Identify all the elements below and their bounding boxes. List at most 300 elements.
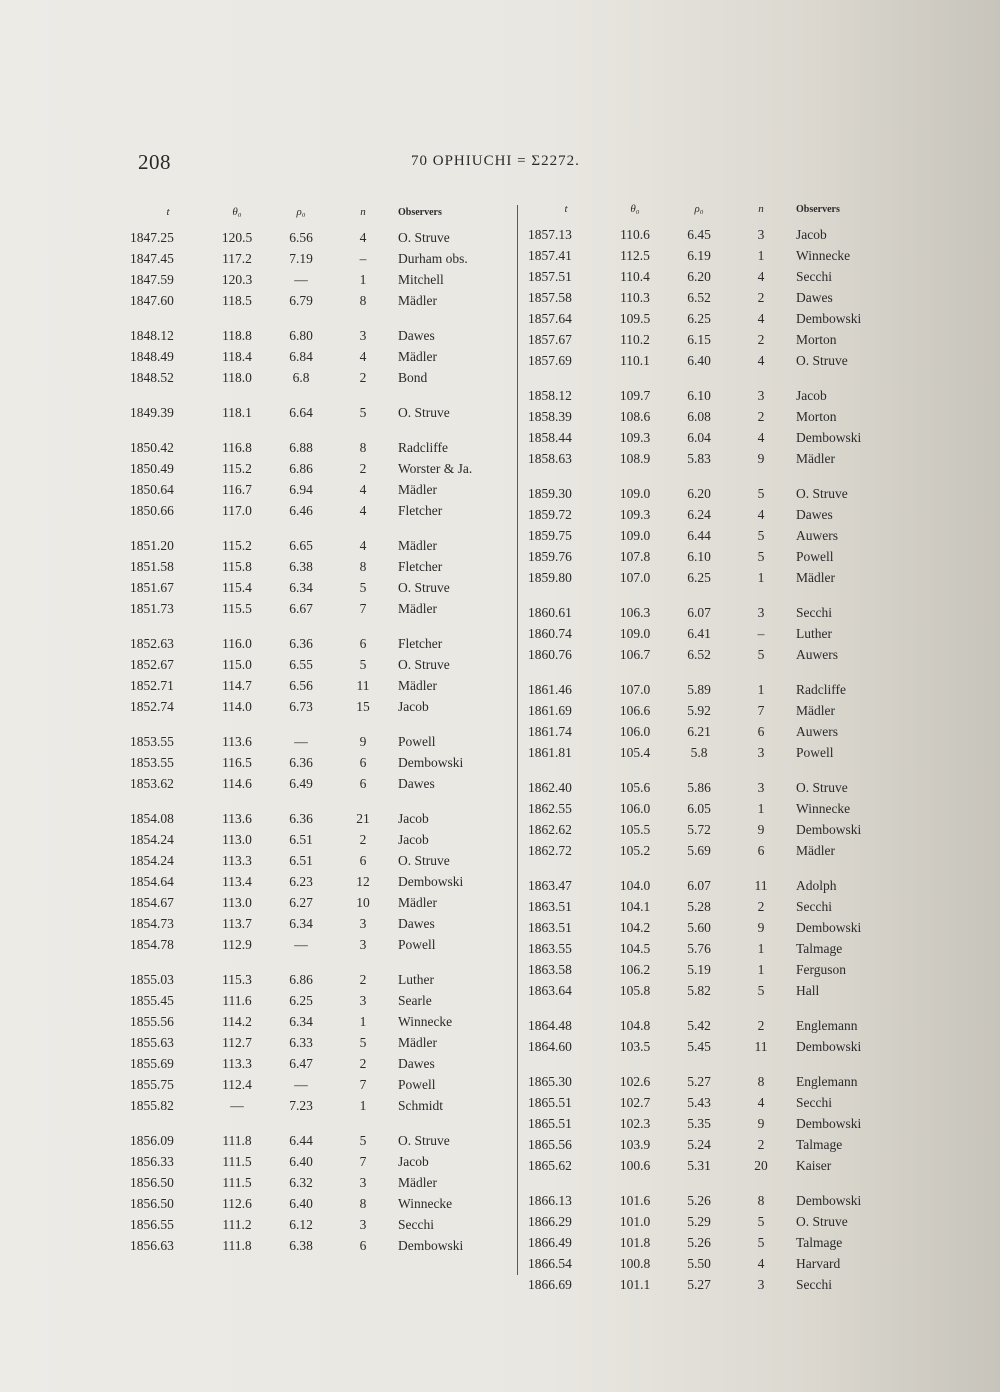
observation-group bbox=[130, 402, 510, 423]
nights-cell: 4 bbox=[757, 506, 765, 522]
nights-cell: 7 bbox=[757, 702, 765, 718]
angle-cell: 110.1 bbox=[620, 352, 650, 368]
table-row bbox=[130, 913, 510, 934]
distance-cell: 6.65 bbox=[289, 537, 313, 553]
header-theta: θ₀ bbox=[232, 206, 242, 218]
nights-cell: 9 bbox=[757, 450, 765, 466]
epoch-cell: 1862.62 bbox=[528, 821, 572, 837]
table-row bbox=[130, 1053, 510, 1074]
table-row bbox=[528, 287, 908, 308]
distance-cell: 5.83 bbox=[687, 450, 711, 466]
angle-cell: 110.4 bbox=[620, 268, 650, 284]
column-divider bbox=[517, 205, 518, 1275]
angle-cell: 116.8 bbox=[222, 439, 252, 455]
distance-cell: 5.43 bbox=[687, 1094, 711, 1110]
distance-cell: 6.25 bbox=[687, 310, 711, 326]
distance-cell: 6.23 bbox=[289, 873, 313, 889]
angle-cell: 118.0 bbox=[222, 369, 252, 385]
header-t: t bbox=[564, 203, 568, 215]
table-row bbox=[528, 350, 908, 371]
observer-cell: Schmidt bbox=[398, 1097, 444, 1113]
observer-cell: Dawes bbox=[398, 327, 435, 343]
header-rho: ρ₀ bbox=[694, 203, 704, 215]
angle-cell: 104.2 bbox=[619, 919, 651, 935]
epoch-cell: 1852.74 bbox=[130, 698, 174, 714]
epoch-cell: 1856.50 bbox=[130, 1195, 174, 1211]
table-row bbox=[528, 875, 908, 896]
table-row bbox=[130, 269, 510, 290]
nights-cell: 4 bbox=[757, 310, 765, 326]
nights-cell: 9 bbox=[757, 919, 765, 935]
nights-cell: 1 bbox=[359, 271, 367, 287]
epoch-cell: 1863.47 bbox=[528, 877, 572, 893]
observer-cell: Winnecke bbox=[796, 800, 851, 816]
table-row bbox=[528, 980, 908, 1001]
observer-cell: Secchi bbox=[796, 268, 832, 284]
observer-cell: Jacob bbox=[398, 1153, 429, 1169]
observer-cell: O. Struve bbox=[398, 404, 450, 420]
epoch-cell: 1857.64 bbox=[528, 310, 572, 326]
table-row bbox=[528, 504, 908, 525]
observation-group bbox=[130, 633, 510, 717]
observer-cell: Kaiser bbox=[796, 1157, 832, 1173]
epoch-cell: 1860.76 bbox=[528, 646, 572, 662]
angle-cell: 114.7 bbox=[222, 677, 252, 693]
angle-cell: 104.0 bbox=[619, 877, 651, 893]
observer-cell: O. Struve bbox=[398, 1132, 450, 1148]
nights-cell: 3 bbox=[359, 915, 367, 931]
nights-cell: 3 bbox=[757, 226, 765, 242]
nights-cell: 5 bbox=[757, 1213, 765, 1229]
observation-group bbox=[130, 325, 510, 388]
observer-cell: Talmage bbox=[796, 1234, 843, 1250]
epoch-cell: 1853.55 bbox=[130, 733, 174, 749]
epoch-cell: 1860.61 bbox=[528, 604, 572, 620]
angle-cell: 113.0 bbox=[222, 894, 252, 910]
distance-cell: 6.56 bbox=[289, 229, 313, 245]
right-table bbox=[528, 200, 908, 1309]
observer-cell: Powell bbox=[398, 733, 436, 749]
table-row bbox=[528, 406, 908, 427]
table-row bbox=[130, 808, 510, 829]
observer-cell: Dawes bbox=[796, 289, 833, 305]
epoch-cell: 1857.67 bbox=[528, 331, 572, 347]
angle-cell: 115.2 bbox=[222, 460, 252, 476]
nights-cell: 6 bbox=[359, 1237, 367, 1253]
distance-cell: 6.10 bbox=[687, 548, 711, 564]
distance-cell: 6.45 bbox=[687, 226, 711, 242]
observer-cell: Mädler bbox=[398, 1174, 437, 1190]
nights-cell: 3 bbox=[359, 936, 367, 952]
table-row bbox=[528, 777, 908, 798]
angle-cell: 116.0 bbox=[222, 635, 252, 651]
angle-cell: 110.3 bbox=[620, 289, 650, 305]
epoch-cell: 1859.30 bbox=[528, 485, 572, 501]
distance-cell: 6.44 bbox=[687, 527, 711, 543]
nights-cell: 1 bbox=[359, 1013, 367, 1029]
angle-cell: 115.0 bbox=[222, 656, 252, 672]
angle-cell: 106.2 bbox=[619, 961, 651, 977]
table-row bbox=[130, 1193, 510, 1214]
distance-cell: 6.12 bbox=[289, 1216, 313, 1232]
distance-cell: 6.49 bbox=[289, 775, 313, 791]
angle-cell: 118.8 bbox=[222, 327, 252, 343]
table-row bbox=[130, 829, 510, 850]
distance-cell: 6.44 bbox=[289, 1132, 313, 1148]
angle-cell: 110.2 bbox=[620, 331, 650, 347]
angle-cell: 109.5 bbox=[619, 310, 651, 326]
nights-cell: 8 bbox=[359, 439, 367, 455]
nights-cell: 4 bbox=[359, 502, 367, 518]
observer-cell: Fletcher bbox=[398, 635, 443, 651]
angle-cell: 102.3 bbox=[619, 1115, 651, 1131]
angle-cell: 106.3 bbox=[619, 604, 651, 620]
distance-cell: 5.82 bbox=[687, 982, 711, 998]
left-table-header bbox=[130, 203, 510, 221]
angle-cell: 102.7 bbox=[619, 1094, 651, 1110]
distance-cell: 6.08 bbox=[687, 408, 711, 424]
nights-cell: 4 bbox=[757, 352, 765, 368]
angle-cell: 108.9 bbox=[619, 450, 651, 466]
epoch-cell: 1855.82 bbox=[130, 1097, 174, 1113]
distance-cell: 5.72 bbox=[687, 821, 711, 837]
nights-cell: 9 bbox=[757, 821, 765, 837]
epoch-cell: 1865.51 bbox=[528, 1115, 572, 1131]
observer-cell: Secchi bbox=[796, 898, 832, 914]
table-row bbox=[528, 427, 908, 448]
observer-cell: Dawes bbox=[398, 915, 435, 931]
table-row bbox=[130, 248, 510, 269]
angle-cell: 103.5 bbox=[619, 1038, 651, 1054]
angle-cell: 109.0 bbox=[619, 625, 651, 641]
epoch-cell: 1866.54 bbox=[528, 1255, 572, 1271]
nights-cell: 2 bbox=[757, 289, 765, 305]
nights-cell: 2 bbox=[757, 408, 765, 424]
observer-cell: Powell bbox=[398, 1076, 436, 1092]
distance-cell: 5.31 bbox=[687, 1157, 711, 1173]
observer-cell: Mädler bbox=[398, 677, 437, 693]
distance-cell: 5.28 bbox=[687, 898, 711, 914]
observer-cell: Ferguson bbox=[796, 961, 847, 977]
angle-cell: — bbox=[230, 1097, 244, 1113]
distance-cell: 6.34 bbox=[289, 915, 313, 931]
epoch-cell: 1855.69 bbox=[130, 1055, 174, 1071]
table-row bbox=[528, 1092, 908, 1113]
nights-cell: 4 bbox=[757, 1094, 765, 1110]
distance-cell: 5.19 bbox=[687, 961, 711, 977]
epoch-cell: 1866.49 bbox=[528, 1234, 572, 1250]
distance-cell: 5.86 bbox=[687, 779, 711, 795]
distance-cell: 6.27 bbox=[289, 894, 313, 910]
observer-cell: Auwers bbox=[796, 723, 838, 739]
table-row bbox=[130, 402, 510, 423]
table-row bbox=[528, 840, 908, 861]
distance-cell: 6.41 bbox=[687, 625, 711, 641]
distance-cell: 6.10 bbox=[687, 387, 711, 403]
distance-cell: 5.76 bbox=[687, 940, 711, 956]
distance-cell: 6.24 bbox=[687, 506, 711, 522]
table-row bbox=[130, 773, 510, 794]
nights-cell: 5 bbox=[757, 982, 765, 998]
epoch-cell: 1856.63 bbox=[130, 1237, 174, 1253]
distance-cell: 6.05 bbox=[687, 800, 711, 816]
distance-cell: 5.24 bbox=[687, 1136, 711, 1152]
epoch-cell: 1855.75 bbox=[130, 1076, 174, 1092]
table-row bbox=[528, 329, 908, 350]
epoch-cell: 1858.39 bbox=[528, 408, 572, 424]
epoch-cell: 1851.20 bbox=[130, 537, 174, 553]
angle-cell: 105.8 bbox=[619, 982, 651, 998]
observer-cell: Dembowski bbox=[796, 1038, 862, 1054]
table-row bbox=[528, 938, 908, 959]
table-row bbox=[130, 731, 510, 752]
distance-cell: 6.8 bbox=[292, 369, 310, 385]
angle-cell: 101.8 bbox=[619, 1234, 651, 1250]
left-table bbox=[130, 203, 510, 1270]
table-row bbox=[528, 602, 908, 623]
angle-cell: 118.4 bbox=[222, 348, 252, 364]
observation-group bbox=[130, 731, 510, 794]
nights-cell: 5 bbox=[359, 1034, 367, 1050]
distance-cell: 6.20 bbox=[687, 268, 711, 284]
angle-cell: 105.4 bbox=[619, 744, 651, 760]
angle-cell: 111.5 bbox=[222, 1153, 252, 1169]
observation-group bbox=[528, 875, 908, 1001]
nights-cell: 1 bbox=[359, 1097, 367, 1113]
table-row bbox=[130, 290, 510, 311]
observer-cell: Dawes bbox=[398, 775, 435, 791]
epoch-cell: 1847.45 bbox=[130, 250, 174, 266]
observer-cell: Mädler bbox=[398, 1034, 437, 1050]
epoch-cell: 1850.42 bbox=[130, 439, 174, 455]
angle-cell: 113.7 bbox=[222, 915, 252, 931]
observer-cell: Dembowski bbox=[796, 1192, 862, 1208]
epoch-cell: 1851.58 bbox=[130, 558, 174, 574]
header-observers: Observers bbox=[796, 203, 840, 215]
observation-group bbox=[528, 1190, 908, 1295]
nights-cell: 15 bbox=[356, 698, 370, 714]
nights-cell: 3 bbox=[359, 1174, 367, 1190]
distance-cell: 6.86 bbox=[289, 971, 313, 987]
table-row bbox=[528, 1015, 908, 1036]
nights-cell: 5 bbox=[359, 404, 367, 420]
nights-cell: 4 bbox=[359, 229, 367, 245]
distance-cell: 5.92 bbox=[687, 702, 711, 718]
observation-group bbox=[130, 808, 510, 955]
observer-cell: Secchi bbox=[796, 1276, 832, 1292]
distance-cell: 6.94 bbox=[289, 481, 313, 497]
epoch-cell: 1848.52 bbox=[130, 369, 174, 385]
observer-cell: O. Struve bbox=[796, 352, 848, 368]
table-row bbox=[130, 577, 510, 598]
nights-cell: 2 bbox=[757, 331, 765, 347]
nights-cell: 3 bbox=[757, 779, 765, 795]
header-theta: θ₀ bbox=[630, 203, 640, 215]
observer-cell: Talmage bbox=[796, 940, 843, 956]
nights-cell: 2 bbox=[757, 898, 765, 914]
observer-cell: Durham obs. bbox=[398, 250, 468, 266]
angle-cell: 117.0 bbox=[222, 502, 252, 518]
angle-cell: 114.6 bbox=[222, 775, 252, 791]
epoch-cell: 1848.49 bbox=[130, 348, 174, 364]
epoch-cell: 1861.69 bbox=[528, 702, 572, 718]
nights-cell: 2 bbox=[757, 1136, 765, 1152]
observer-cell: Jacob bbox=[796, 387, 827, 403]
angle-cell: 109.3 bbox=[619, 429, 651, 445]
angle-cell: 106.6 bbox=[619, 702, 651, 718]
distance-cell: 6.64 bbox=[289, 404, 313, 420]
distance-cell: 5.26 bbox=[687, 1192, 711, 1208]
distance-cell: 5.50 bbox=[687, 1255, 711, 1271]
epoch-cell: 1859.75 bbox=[528, 527, 572, 543]
epoch-cell: 1856.09 bbox=[130, 1132, 174, 1148]
table-row bbox=[528, 819, 908, 840]
table-row bbox=[130, 598, 510, 619]
observation-group bbox=[130, 969, 510, 1116]
angle-cell: 101.1 bbox=[619, 1276, 651, 1292]
angle-cell: 114.0 bbox=[222, 698, 252, 714]
epoch-cell: 1854.78 bbox=[130, 936, 174, 952]
epoch-cell: 1859.76 bbox=[528, 548, 572, 564]
angle-cell: 111.6 bbox=[222, 992, 252, 1008]
distance-cell: 6.07 bbox=[687, 604, 711, 620]
epoch-cell: 1852.63 bbox=[130, 635, 174, 651]
angle-cell: 112.9 bbox=[222, 936, 252, 952]
epoch-cell: 1863.64 bbox=[528, 982, 572, 998]
table-row bbox=[528, 679, 908, 700]
distance-cell: 5.27 bbox=[687, 1276, 711, 1292]
observer-cell: Mädler bbox=[796, 569, 835, 585]
table-row bbox=[130, 500, 510, 521]
table-row bbox=[528, 1274, 908, 1295]
header-n: n bbox=[758, 203, 764, 215]
angle-cell: 109.7 bbox=[619, 387, 651, 403]
distance-cell: 5.60 bbox=[687, 919, 711, 935]
observer-cell: Mädler bbox=[398, 292, 437, 308]
distance-cell: 6.40 bbox=[289, 1195, 313, 1211]
nights-cell: 9 bbox=[757, 1115, 765, 1131]
angle-cell: 100.6 bbox=[619, 1157, 651, 1173]
table-row bbox=[130, 696, 510, 717]
nights-cell: 2 bbox=[359, 831, 367, 847]
observer-cell: Mitchell bbox=[398, 271, 444, 287]
distance-cell: 6.80 bbox=[289, 327, 313, 343]
observation-group bbox=[528, 224, 908, 371]
table-row bbox=[528, 1113, 908, 1134]
distance-cell: 5.42 bbox=[687, 1017, 711, 1033]
nights-cell: 4 bbox=[757, 1255, 765, 1271]
angle-cell: 116.5 bbox=[222, 754, 252, 770]
table-row bbox=[130, 346, 510, 367]
nights-cell: 6 bbox=[359, 754, 367, 770]
epoch-cell: 1854.64 bbox=[130, 873, 174, 889]
table-row bbox=[528, 1071, 908, 1092]
table-row bbox=[130, 1095, 510, 1116]
table-row bbox=[130, 535, 510, 556]
table-row bbox=[130, 752, 510, 773]
table-row bbox=[130, 458, 510, 479]
table-row bbox=[528, 525, 908, 546]
nights-cell: 4 bbox=[359, 481, 367, 497]
observer-cell: Mädler bbox=[398, 348, 437, 364]
observer-cell: Dembowski bbox=[796, 919, 862, 935]
epoch-cell: 1862.55 bbox=[528, 800, 572, 816]
page-number: 208 bbox=[138, 150, 171, 174]
epoch-cell: 1849.39 bbox=[130, 404, 174, 420]
epoch-cell: 1847.60 bbox=[130, 292, 174, 308]
right-table-body bbox=[528, 224, 908, 1295]
header-observers: Observers bbox=[398, 206, 442, 218]
angle-cell: 106.7 bbox=[619, 646, 651, 662]
observer-cell: Radcliffe bbox=[398, 439, 448, 455]
angle-cell: 115.3 bbox=[222, 971, 252, 987]
angle-cell: 104.1 bbox=[619, 898, 651, 914]
distance-cell: 5.8 bbox=[690, 744, 708, 760]
observer-cell: Jacob bbox=[398, 810, 429, 826]
observation-group bbox=[528, 385, 908, 469]
nights-cell: – bbox=[757, 625, 765, 641]
angle-cell: 114.2 bbox=[222, 1013, 252, 1029]
table-row bbox=[130, 1214, 510, 1235]
epoch-cell: 1861.81 bbox=[528, 744, 572, 760]
nights-cell: 1 bbox=[757, 940, 765, 956]
distance-cell: 6.56 bbox=[289, 677, 313, 693]
epoch-cell: 1853.55 bbox=[130, 754, 174, 770]
table-row bbox=[130, 990, 510, 1011]
table-row bbox=[130, 1011, 510, 1032]
observer-cell: Bond bbox=[398, 369, 428, 385]
table-row bbox=[528, 644, 908, 665]
observer-cell: Searle bbox=[398, 992, 432, 1008]
angle-cell: 115.5 bbox=[222, 600, 252, 616]
epoch-cell: 1863.51 bbox=[528, 898, 572, 914]
nights-cell: 5 bbox=[359, 579, 367, 595]
epoch-cell: 1865.62 bbox=[528, 1157, 572, 1173]
angle-cell: 112.7 bbox=[222, 1034, 252, 1050]
epoch-cell: 1847.25 bbox=[130, 229, 174, 245]
observer-cell: O. Struve bbox=[796, 485, 848, 501]
observer-cell: Mädler bbox=[796, 702, 835, 718]
angle-cell: 117.2 bbox=[222, 250, 252, 266]
observer-cell: Talmage bbox=[796, 1136, 843, 1152]
nights-cell: 3 bbox=[757, 387, 765, 403]
observer-cell: Winnecke bbox=[398, 1195, 453, 1211]
observer-cell: Jacob bbox=[796, 226, 827, 242]
table-row bbox=[130, 479, 510, 500]
distance-cell: 6.32 bbox=[289, 1174, 313, 1190]
distance-cell: 6.19 bbox=[687, 247, 711, 263]
left-table-body bbox=[130, 227, 510, 1256]
table-row bbox=[130, 1032, 510, 1053]
table-row bbox=[130, 1074, 510, 1095]
observer-cell: O. Struve bbox=[398, 229, 450, 245]
observer-cell: Dembowski bbox=[796, 1115, 862, 1131]
distance-cell: 6.51 bbox=[289, 831, 313, 847]
distance-cell: 6.15 bbox=[687, 331, 711, 347]
distance-cell: 6.52 bbox=[687, 646, 711, 662]
epoch-cell: 1862.72 bbox=[528, 842, 572, 858]
angle-cell: 118.5 bbox=[222, 292, 252, 308]
observation-group bbox=[528, 1015, 908, 1057]
epoch-cell: 1858.44 bbox=[528, 429, 572, 445]
epoch-cell: 1855.03 bbox=[130, 971, 174, 987]
angle-cell: 111.8 bbox=[222, 1237, 252, 1253]
nights-cell: 5 bbox=[359, 656, 367, 672]
nights-cell: 3 bbox=[359, 992, 367, 1008]
right-table-header bbox=[528, 200, 908, 218]
distance-cell: 6.04 bbox=[687, 429, 711, 445]
observation-group bbox=[130, 1130, 510, 1256]
